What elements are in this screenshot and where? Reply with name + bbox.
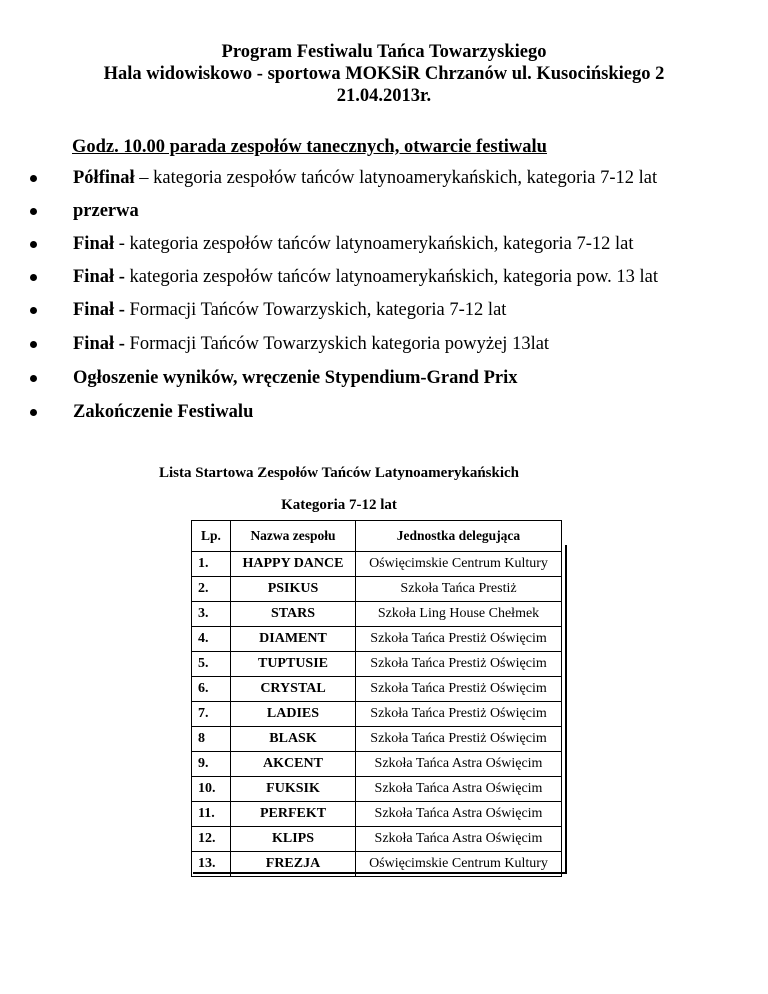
table-row xyxy=(192,752,562,777)
program-item-label: Finał - xyxy=(73,334,125,354)
cell-team: TUPTUSIE xyxy=(231,652,356,677)
column-header-unit: Jednostka delegująca xyxy=(356,521,562,552)
program-item-detail: Formacji Tańców Towarzyskich, kategoria 7-12 lat xyxy=(124,300,507,320)
cell-lp: 10. xyxy=(192,777,231,802)
table-row xyxy=(192,652,562,677)
bullet-icon xyxy=(30,307,37,314)
cell-unit: Szkoła Ling House Chełmek xyxy=(356,602,562,627)
table-row xyxy=(192,602,562,627)
cell-lp: 8 xyxy=(192,727,231,752)
program-item-detail: kategoria zespołów tańców latynoamerykańskich, kategoria pow. 13 lat xyxy=(124,267,658,287)
table-row xyxy=(192,552,562,577)
cell-team: STARS xyxy=(231,602,356,627)
bullet-icon xyxy=(30,375,37,382)
cell-team: BLASK xyxy=(231,727,356,752)
cell-lp: 5. xyxy=(192,652,231,677)
cell-lp: 1. xyxy=(192,552,231,577)
cell-team: FUKSIK xyxy=(231,777,356,802)
table-row xyxy=(192,727,562,752)
table-header-row xyxy=(192,521,562,552)
cell-unit: Oświęcimskie Centrum Kultury xyxy=(356,852,562,877)
cell-unit: Szkoła Tańca Astra Oświęcim xyxy=(356,802,562,827)
venue-line: Hala widowiskowo - sportowa MOKSiR Chrzanów ul. Kusocińskiego 2 xyxy=(103,64,665,84)
cell-team: DIAMENT xyxy=(231,627,356,652)
start-list-category: Kategoria 7-12 lat xyxy=(281,497,397,513)
table-shadow xyxy=(565,545,567,874)
cell-unit: Szkoła Tańca Prestiż Oświęcim xyxy=(356,677,562,702)
bullet-icon xyxy=(30,409,37,416)
table-row xyxy=(192,827,562,852)
cell-team: PSIKUS xyxy=(231,577,356,602)
document-title: Program Festiwalu Tańca Towarzyskiego xyxy=(221,42,547,62)
cell-team: LADIES xyxy=(231,702,356,727)
cell-lp: 2. xyxy=(192,577,231,602)
program-item-detail: - kategoria zespołów tańców latynoamerykańskich, kategoria 7-12 lat xyxy=(114,234,634,254)
table-row xyxy=(192,627,562,652)
column-header-team: Nazwa zespołu xyxy=(231,521,356,552)
table-row xyxy=(192,702,562,727)
program-item-label: Ogłoszenie wyników, wręczenie Stypendium-Grand Prix xyxy=(73,368,518,388)
cell-unit: Szkoła Tańca Prestiż Oświęcim xyxy=(356,727,562,752)
cell-lp: 12. xyxy=(192,827,231,852)
cell-team: AKCENT xyxy=(231,752,356,777)
cell-team: KLIPS xyxy=(231,827,356,852)
cell-team: HAPPY DANCE xyxy=(231,552,356,577)
bullet-icon xyxy=(30,175,37,182)
program-item-label: Finał - xyxy=(73,300,125,320)
column-header-lp: Lp. xyxy=(192,521,231,552)
cell-unit: Oświęcimskie Centrum Kultury xyxy=(356,552,562,577)
program-item-label: przerwa xyxy=(73,201,139,221)
cell-lp: 6. xyxy=(192,677,231,702)
cell-unit: Szkoła Tańca Astra Oświęcim xyxy=(356,752,562,777)
table-row xyxy=(192,852,562,877)
program-item-label: Półfinał xyxy=(73,168,135,188)
cell-lp: 11. xyxy=(192,802,231,827)
start-list-title: Lista Startowa Zespołów Tańców Latynoamerykańskich xyxy=(158,465,520,481)
start-list-table xyxy=(191,520,562,877)
table-row xyxy=(192,577,562,602)
cell-unit: Szkoła Tańca Prestiż Oświęcim xyxy=(356,627,562,652)
program-item-detail: Formacji Tańców Towarzyskich kategoria powyżej 13lat xyxy=(124,334,550,354)
bullet-icon xyxy=(30,241,37,248)
program-item-label: Finał xyxy=(73,234,115,254)
bullet-icon xyxy=(30,274,37,281)
event-date: 21.04.2013r. xyxy=(336,86,432,106)
cell-lp: 7. xyxy=(192,702,231,727)
bullet-icon xyxy=(30,341,37,348)
program-item-label: Finał - xyxy=(73,267,125,287)
cell-unit: Szkoła Tańca Astra Oświęcim xyxy=(356,777,562,802)
cell-lp: 4. xyxy=(192,627,231,652)
table-row xyxy=(192,777,562,802)
table-row xyxy=(192,677,562,702)
cell-lp: 13. xyxy=(192,852,231,877)
program-item-detail: – kategoria zespołów tańców latynoamerykańskich, kategoria 7-12 lat xyxy=(134,168,658,188)
cell-unit: Szkoła Tańca Prestiż Oświęcim xyxy=(356,702,562,727)
cell-lp: 9. xyxy=(192,752,231,777)
opening-line: Godz. 10.00 parada zespołów tanecznych, otwarcie festiwalu xyxy=(72,137,547,157)
program-item-label: Zakończenie Festiwalu xyxy=(73,402,254,422)
cell-team: PERFEKT xyxy=(231,802,356,827)
table-row xyxy=(192,802,562,827)
cell-team: CRYSTAL xyxy=(231,677,356,702)
cell-team: FREZJA xyxy=(231,852,356,877)
cell-lp: 3. xyxy=(192,602,231,627)
bullet-icon xyxy=(30,208,37,215)
cell-unit: Szkoła Tańca Prestiż xyxy=(356,577,562,602)
cell-unit: Szkoła Tańca Prestiż Oświęcim xyxy=(356,652,562,677)
cell-unit: Szkoła Tańca Astra Oświęcim xyxy=(356,827,562,852)
